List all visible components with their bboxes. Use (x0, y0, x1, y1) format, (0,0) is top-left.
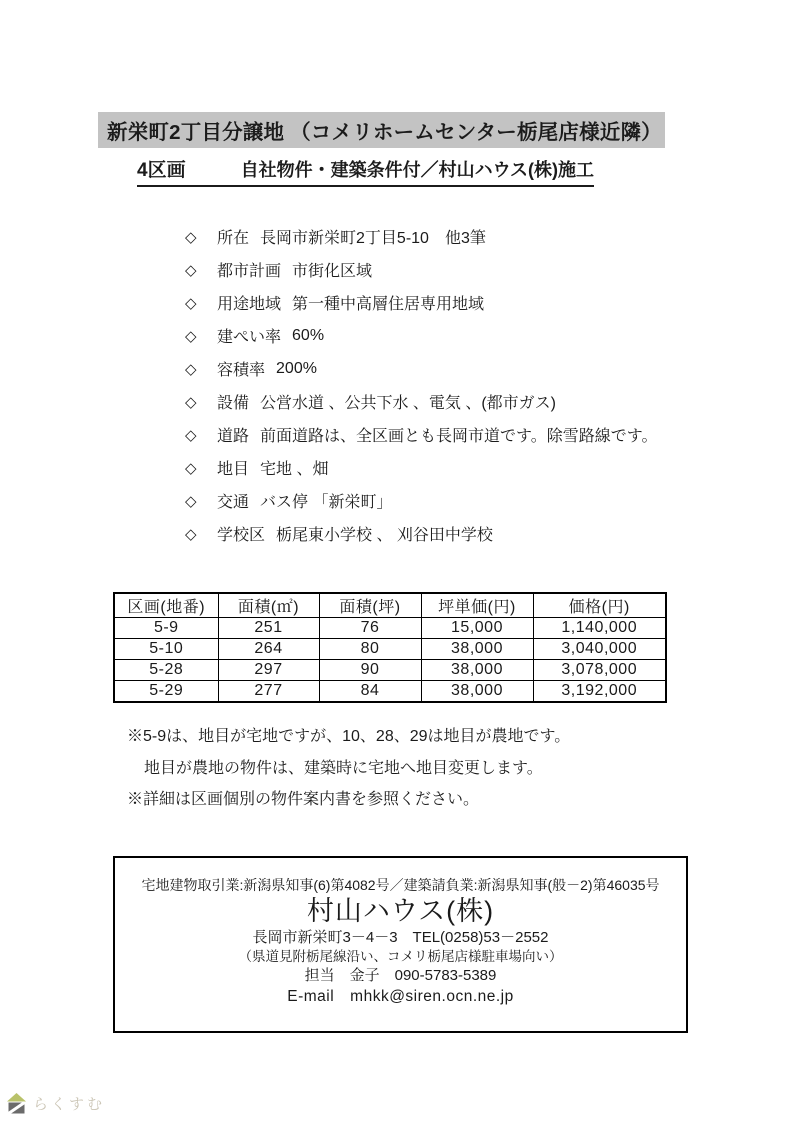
cell-lot-number: 5-10 (114, 639, 218, 660)
lot-price-table (113, 592, 667, 703)
detail-value: 200% (276, 359, 317, 377)
table-row (114, 639, 666, 660)
detail-value: 60% (292, 326, 325, 344)
cell-area-tsubo: 76 (319, 618, 421, 639)
company-email: E-mail mhkk@siren.ocn.ne.jp (287, 988, 514, 1005)
detail-item-zoning (185, 286, 657, 319)
cell-area-sqm: 264 (218, 639, 319, 660)
detail-item-road (185, 418, 657, 451)
diamond-bullet-icon: ◇ (185, 261, 197, 279)
cell-unit-price: 15,000 (421, 618, 533, 639)
col-header-lot-number: 区画(地番) (114, 593, 218, 618)
col-header-area-sqm: 面積(㎡) (218, 593, 319, 618)
subtitle-construction: 自社物件・建築条件付／村山ハウス(株)施工 (240, 160, 595, 180)
detail-item-location (185, 220, 657, 253)
detail-item-coverage-ratio (185, 319, 657, 352)
detail-value: 市街化区域 (292, 263, 373, 280)
detail-item-school-district (185, 517, 657, 550)
company-contact-person: 担当 金子 090-5783-5389 (304, 967, 497, 984)
diamond-bullet-icon: ◇ (185, 228, 197, 246)
cell-area-sqm: 251 (218, 618, 319, 639)
diamond-bullet-icon: ◇ (185, 492, 197, 510)
property-detail-list (185, 220, 657, 550)
detail-label: 地目 (217, 461, 250, 478)
table-row (114, 681, 666, 703)
cell-price: 3,078,000 (533, 660, 666, 681)
detail-label: 道路 (217, 428, 250, 445)
detail-item-transport (185, 484, 657, 517)
detail-label: 交通 (217, 494, 250, 511)
diamond-bullet-icon: ◇ (185, 525, 197, 543)
detail-item-land-category (185, 451, 657, 484)
detail-value: 栃尾東小学校 、 刈谷田中学校 (276, 527, 493, 544)
detail-label: 用途地域 (217, 296, 282, 313)
company-license-numbers: 宅地建物取引業:新潟県知事(6)第4082号／建築請負業:新潟県知事(般－2)第46035号 (141, 877, 660, 893)
company-info-box (113, 856, 688, 1033)
detail-label: 容積率 (217, 362, 266, 379)
cell-area-sqm: 277 (218, 681, 319, 703)
detail-item-floor-area-ratio (185, 352, 657, 385)
cell-unit-price: 38,000 (421, 639, 533, 660)
subtitle-lot-count: 4区画 (137, 160, 186, 181)
company-name: 村山ハウス(株) (306, 896, 495, 926)
col-header-price: 価格(円) (533, 593, 666, 618)
detail-label: 所在 (217, 230, 250, 247)
diamond-bullet-icon: ◇ (185, 459, 197, 477)
detail-value: 宅地 、畑 (260, 461, 329, 478)
detail-value: 長岡市新栄町2丁目5-10 他3筆 (260, 230, 486, 247)
company-landmark-note: （県道見附栃尾線沿い、コメリ栃尾店様駐車場向い） (238, 949, 563, 964)
detail-item-city-planning (185, 253, 657, 286)
cell-area-tsubo: 90 (319, 660, 421, 681)
detail-label: 建ぺい率 (217, 329, 282, 346)
cell-lot-number: 5-9 (114, 618, 218, 639)
diamond-bullet-icon: ◇ (185, 327, 197, 345)
diamond-bullet-icon: ◇ (185, 360, 197, 378)
subtitle (137, 155, 594, 187)
diamond-bullet-icon: ◇ (185, 393, 197, 411)
page-title: 新栄町2丁目分譲地 （コメリホームセンター栃尾店様近隣） (107, 121, 662, 144)
col-header-unit-price: 坪単価(円) (421, 593, 533, 618)
detail-value: 第一種中高層住居専用地域 (292, 296, 485, 313)
cell-lot-number: 5-29 (114, 681, 218, 703)
note-land-conversion: 地目が農地の物件は、建築時に宅地へ地目変更します。 (144, 759, 543, 777)
detail-label: 都市計画 (217, 263, 282, 280)
detail-value: 公営水道 、公共下水 、電気 、(都市ガス) (260, 395, 557, 412)
company-address-phone: 長岡市新栄町3－4－3 TEL(0258)53－2552 (252, 929, 549, 946)
title-bar (98, 112, 665, 148)
detail-value: 前面道路は、全区画とも長岡市道です。除雪路線です。 (260, 428, 658, 445)
cell-price: 3,040,000 (533, 639, 666, 660)
diamond-bullet-icon: ◇ (185, 426, 197, 444)
notes-section (127, 721, 570, 816)
cell-price: 1,140,000 (533, 618, 666, 639)
cell-area-tsubo: 84 (319, 681, 421, 703)
table-row (114, 618, 666, 639)
cell-price: 3,192,000 (533, 681, 666, 703)
cell-area-tsubo: 80 (319, 639, 421, 660)
cell-lot-number: 5-28 (114, 660, 218, 681)
note-see-brochure: ※詳細は区画個別の物件案内書を参照ください。 (127, 791, 480, 808)
detail-item-utilities (185, 385, 657, 418)
detail-label: 設備 (217, 395, 250, 412)
table-row (114, 660, 666, 681)
watermark-label: らくすむ (33, 1095, 106, 1113)
cell-area-sqm: 297 (218, 660, 319, 681)
watermark (6, 1092, 105, 1114)
cell-unit-price: 38,000 (421, 681, 533, 703)
diamond-bullet-icon: ◇ (185, 294, 197, 312)
note-land-category: ※5-9は、地目が宅地ですが、10、28、29は地目が農地です。 (127, 728, 571, 745)
col-header-area-tsubo: 面積(坪) (319, 593, 421, 618)
cell-unit-price: 38,000 (421, 660, 533, 681)
table-header-row (114, 593, 666, 618)
detail-value: バス停 「新栄町」 (260, 494, 393, 511)
house-logo-icon (6, 1092, 27, 1114)
detail-label: 学校区 (217, 527, 266, 544)
